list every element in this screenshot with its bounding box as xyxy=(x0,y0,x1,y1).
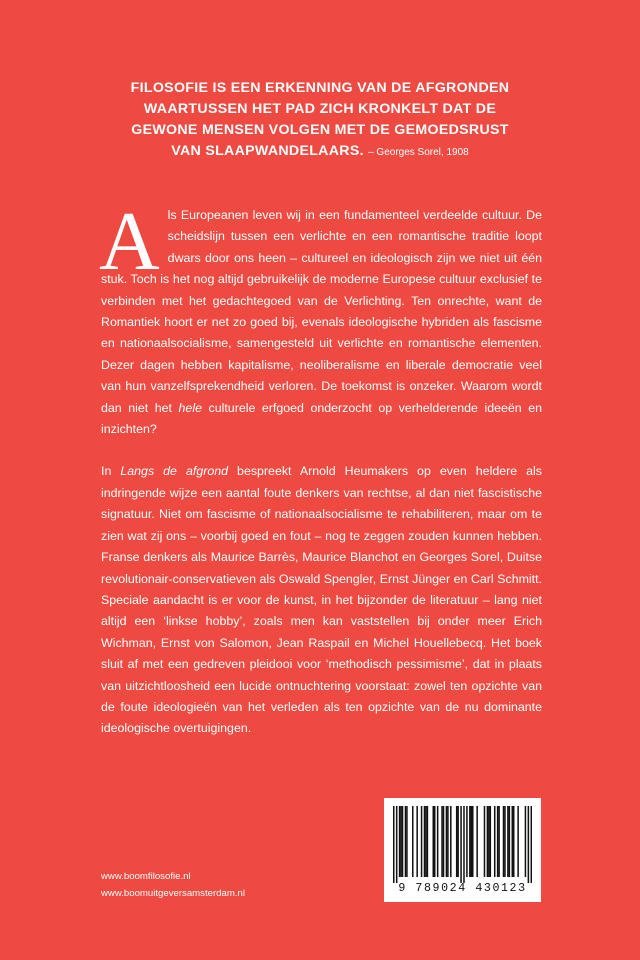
barcode-bar xyxy=(503,806,505,877)
barcode-bar xyxy=(443,806,445,877)
barcode-bar xyxy=(396,806,398,883)
barcode-bar xyxy=(469,806,471,877)
barcode-bar xyxy=(460,806,462,883)
barcode-bar xyxy=(494,806,496,877)
isbn-barcode xyxy=(384,798,541,902)
barcode-bar xyxy=(476,806,478,877)
barcode-bar xyxy=(393,806,395,883)
barcode-bar xyxy=(400,806,402,877)
barcode-bar xyxy=(399,806,401,877)
quote-attribution: – Georges Sorel, 1908 xyxy=(368,147,469,158)
barcode-bar xyxy=(437,806,439,877)
barcode-bar xyxy=(509,806,511,877)
blurb-paragraph-1 xyxy=(99,195,542,440)
barcode-bars xyxy=(393,806,532,883)
barcode-bar xyxy=(446,806,448,877)
blurb-paragraph-1-text: ls Europeanen leven wij in een fundamenteel verdeelde cultuur. De scheidslijn tussen een verlichte en een romantische traditie loopt dwars door ons heen – cultureel en ideologisch zijn we niet uit één stuk. Toch is het nog altijd gebruikelijk de moderne Europese cultuur exclusief te verbinden met het gedachtegoed van de Verlichting. Ten onrechte, want de Romantiek hoort er net zo goed bij, evenals ideologische hybriden als fascisme en nationaalsocialisme, samengesteld uit verlichte en romantische elementen. Dezer dagen hebben kapitalisme, neoliberalisme en liberale democratie veel van hun vanzelfsprekendheid verloren. De toekomst is onzeker. Waarom wordt dan niet het xyxy=(101,208,542,415)
barcode-bar xyxy=(424,806,426,877)
barcode-bar xyxy=(497,806,499,877)
barcode-bar xyxy=(472,806,474,877)
barcode-bar xyxy=(457,806,459,877)
publisher-urls xyxy=(101,868,245,902)
back-cover-quote xyxy=(120,78,520,163)
blurb-paragraph-2-start: In xyxy=(101,464,121,479)
barcode-bar xyxy=(517,806,519,877)
barcode-digits: 9 789024 430123 xyxy=(398,882,527,895)
blurb-paragraph-2-text: bespreekt Arnold Heumakers op even heldere als indringende wijze een aantal foute denkers van rechtse, al dan niet fascistische signatuur. Niet om fascisme of nationaalsocialisme te rehabiliteren, maar om te zien wat zij ons – voorbij goed en fout – nog te zeggen zouden kunnen hebben. Franse denkers als Maurice Barrès, Maurice Blanchot en Georges Sorel, Duitse revolutionair-conservatieven als Oswald Spengler, Ernst Jünger en Carl Schmitt. Speciale aandacht is er voor de kunst, in het bijzonder de literatuur – lang niet altijd een ‘linkse hobby’, zoals men kan vaststellen bij onder meer Erich Wichman, Ernst von Salomon, Jean Raspail en Michel Houellebecq. Het boek sluit af met een gedreven pleidooi voor ‘methodisch pessimisme’, dat in plaats van uitzichtloosheid een lucide ontnuchtering voorstaat: zowel ten opzichte van de foute ideologieën van het verleden als ten opzichte van de nu dominante ideologische overtuigingen. xyxy=(101,464,542,736)
barcode-bar xyxy=(512,806,514,877)
barcode-bar xyxy=(416,806,418,877)
drop-cap: A xyxy=(99,195,160,288)
barcode-bar xyxy=(498,806,500,877)
barcode-bar xyxy=(513,806,515,877)
barcode-bar xyxy=(463,806,465,883)
barcode-bar xyxy=(421,806,423,877)
barcode-bar xyxy=(531,806,532,883)
blurb-paragraph-1-end: culturele erfgoed onderzocht op verhelderende ideeën en inzichten? xyxy=(101,400,542,437)
barcode-bar xyxy=(488,806,490,877)
blurb xyxy=(99,195,542,740)
barcode-bar xyxy=(528,806,530,883)
barcode-bar xyxy=(456,806,458,877)
barcode-bar xyxy=(447,806,449,877)
barcode-bar xyxy=(434,806,436,877)
barcode-bar xyxy=(441,806,443,877)
barcode-bar xyxy=(402,806,404,877)
barcode-bar xyxy=(484,806,486,877)
barcode-bar xyxy=(507,806,509,877)
blurb-paragraph-2 xyxy=(101,461,542,739)
url-boomfilosofie[interactable]: www.boomfilosofie.nl xyxy=(101,871,191,882)
barcode-bar xyxy=(471,806,473,877)
barcode-bar xyxy=(427,806,429,877)
barcode-bar xyxy=(412,806,414,877)
barcode-bar xyxy=(433,806,435,877)
barcode-bar xyxy=(525,806,527,877)
barcode-bar xyxy=(487,806,489,877)
quote-text: FILOSOFIE IS EEN ERKENNING VAN DE AFGRONDEN WAARTUSSEN HET PAD ZICH KRONKELT DAT DE GEWONE MENSEN VOLGEN MET DE GEMOEDSRUST VAN SLAAPWANDELAARS. xyxy=(130,80,510,159)
barcode-bar xyxy=(504,806,506,877)
barcode-bar xyxy=(450,806,452,877)
book-title: Langs de afgrond xyxy=(120,464,229,479)
barcode-bar xyxy=(490,806,492,877)
barcode-bar xyxy=(466,806,468,877)
barcode-bar xyxy=(406,806,408,877)
barcode-bar xyxy=(425,806,427,877)
url-boomuitgeversamsterdam[interactable]: www.boomuitgeversamsterdam.nl xyxy=(101,888,245,899)
blurb-emphasis-hele: hele xyxy=(178,400,202,415)
barcode-bar xyxy=(405,806,407,877)
